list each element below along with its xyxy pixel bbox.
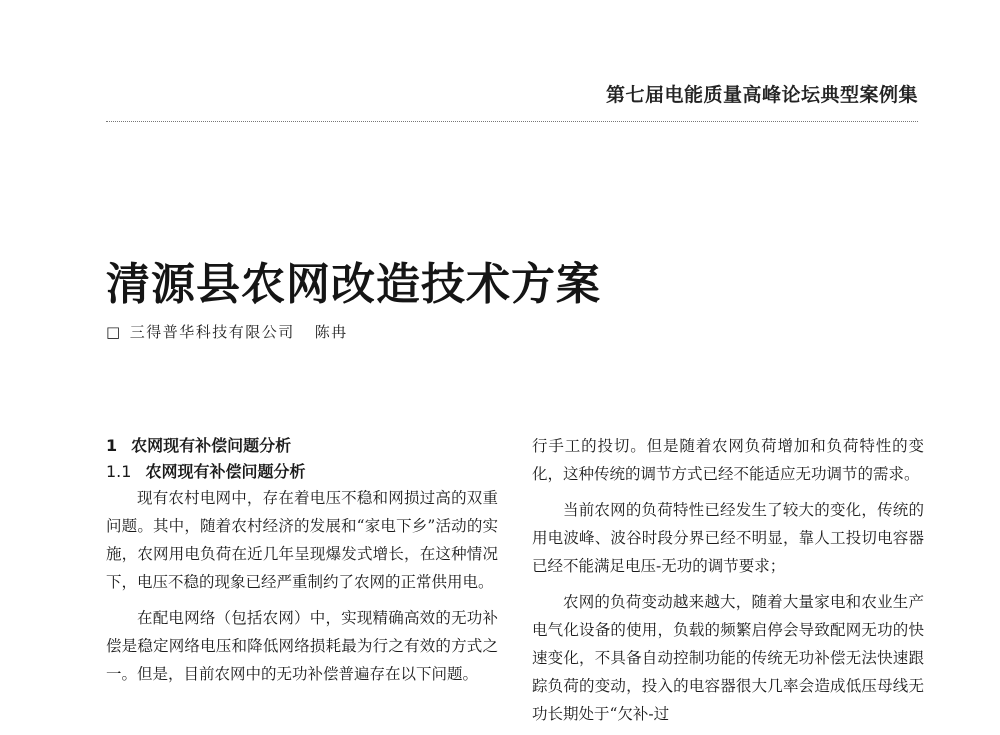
- paragraph: 当前农网的负荷特性已经发生了较大的变化，传统的用电波峰、波谷时段分界已经不明显，靠人工投切电容器已经不能满足电压-无功的调节要求；: [532, 501, 924, 575]
- left-column: [106, 432, 498, 688]
- paragraph: 行手工的投切。但是随着农网负荷增加和负荷特性的变化，这种传统的调节方式已经不能适应无功调节的需求。: [532, 437, 924, 483]
- article-title: 清源县农网改造技术方案: [106, 259, 601, 310]
- paragraph: 在配电网络（包括农网）中，实现精确高效的无功补偿是稳定网络电压和降低网络损耗最为行之有效的方式之一。但是，目前农网中的无功补偿普遍存在以下问题。: [106, 609, 498, 683]
- paragraph: 农网的负荷变动越来越大，随着大量家电和农业生产电气化设备的使用，负载的频繁启停会导致配网无功的快速变化，不具备自动控制功能的传统无功补偿无法快速跟踪负荷的变动，投入的电容器很大几率会造成低压母线无功长期处于“欠补-过: [532, 593, 924, 723]
- byline: [106, 321, 348, 342]
- section-heading: [106, 432, 498, 460]
- section-number: 1: [106, 436, 118, 455]
- byline-marker-icon: □: [106, 323, 122, 341]
- subsection-number: 1.1: [106, 462, 132, 481]
- subsection-heading: [106, 460, 498, 484]
- paragraph: 现有农村电网中，存在着电压不稳和网损过高的双重问题。其中，随着农村经济的发展和“家电下乡”活动的实施，农网用电负荷在近几年呈现爆发式增长，在这种情况下，电压不稳的现象已经严重制约了农网的正常供用电。: [106, 489, 498, 591]
- section-title: 农网现有补偿问题分析: [131, 436, 292, 455]
- right-column: [532, 432, 924, 728]
- running-header: 第七届电能质量高峰论坛典型案例集: [605, 84, 918, 106]
- author: 陈冉: [314, 323, 348, 341]
- header-divider: [106, 121, 918, 122]
- subsection-title: 农网现有补偿问题分析: [145, 462, 306, 481]
- organization: 三得普华科技有限公司: [129, 323, 295, 341]
